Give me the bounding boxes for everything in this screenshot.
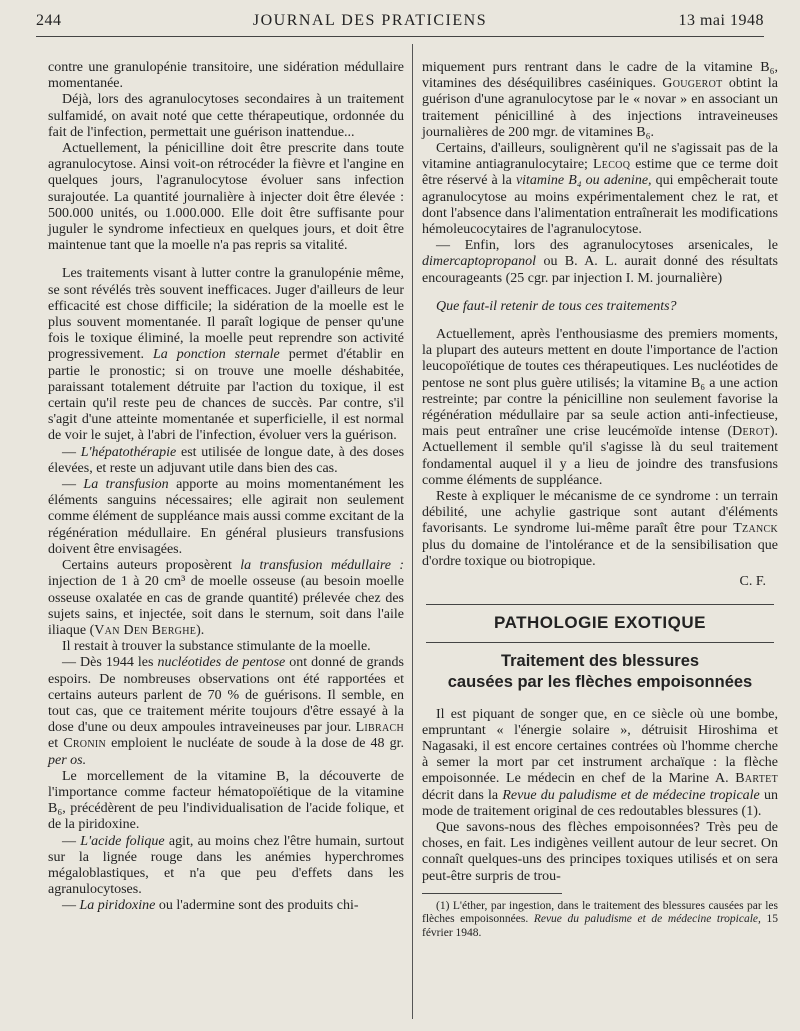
italic-term: La ponction sternale — [152, 347, 280, 363]
author-name: Bartet — [735, 771, 779, 787]
italic-term: L'hépatothérapie — [80, 444, 177, 460]
paragraph: Reste à expliquer le mécanisme de ce syndrome : un terrain débilité, une achylie gastrique sont autant d'éléments favorisants. Le syndrome lui-même paraît être pour Tzanck plus du domaine de l'intolérance et de la sensibilisation que d'ordre toxique ou biotropique. — [422, 489, 778, 569]
footnote-rule — [422, 893, 562, 894]
page-number: 244 — [36, 12, 62, 29]
paragraph: Les traitements visant à lutter contre la granulopénie même, se sont révélés très souvent inefficaces. Juger d'ailleurs de leur efficacité est chose difficile; la sidération de la moelle est le plus souvent momentanée. Il paraît logique de penser qu'une fois le toxique éliminé, la moelle peut reprendre son activité progressivement. La ponction sternale permet d'établir en partie le pronostic; si on trouve une moelle déshabitée, paraissant totalement détruite par l'action du toxique, il est certain qu'il reste peu de chances de succès. Par contre, s'il s'agit d'une atteinte momentanée et superficielle, il est normal de voir le sujet, à l'abri de l'infection, évoluer vers la guérison. — [48, 266, 404, 444]
paragraph: Le morcellement de la vitamine B, la découverte de l'importance comme facteur hématopoïétique de la vitamine B₆, précédèrent de peu l'individualisation de l'acide folique, et de la piridoxine. — [48, 768, 404, 833]
paragraph: — Enfin, lors des agranulocytoses arsenicales, le dimercaptopropanol ou B. A. L. aurait donné des résultats encourageants (25 cgr. par injection I. M. journalière) — [422, 238, 778, 286]
paragraph: — L'acide folique agit, au moins chez l'être humain, surtout sur la lignée rouge dans les anémies hyperchromes mégaloblastiques, et n'a que peu d'effets dans les agranulocytoses. — [48, 833, 404, 898]
italic-term: La piridoxine — [79, 898, 156, 914]
section-divider — [426, 642, 774, 643]
author-name: Derot — [732, 424, 770, 440]
footnote: (1) L'éther, par ingestion, dans le traitement des blessures causées par les flèches empoisonnées. Revue du paludisme et de médecine tropicale, 15 février 1948. — [422, 899, 779, 939]
paragraph: Actuellement, la pénicilline doit être prescrite dans toute agranulocytose. Ainsi voit-on rétrocéder la fièvre et l'angine en quelques jours, l'agranulocytose évoluer sans infection surajoutée. La quantité journalière à injecter doit être élevée : 500.000 unités, ou 1.000.000. Elle doit être suffisante pour juguler le syndrome infectieux en quelques jours, et doit être maintenue tant que la moelle n'a pas repris sa vitalité. — [48, 141, 404, 254]
italic-term: Revue du paludisme et de médecine tropicale — [502, 787, 760, 803]
paragraph: — La piridoxine ou l'adermine sont des produits chi- — [62, 898, 359, 914]
left-column — [48, 60, 404, 915]
article-title: Traitement des blessures causées par les flèches empoisonnées — [447, 651, 753, 691]
italic-term: La transfusion — [83, 477, 169, 493]
author-name: Lecoq — [592, 157, 631, 173]
journal-title: JOURNAL DES PRATICIENS — [252, 12, 488, 29]
page-header — [36, 12, 764, 34]
paragraph: — Dès 1944 les nucléotides de pentose ont donné de grands espoirs. De nombreuses observations ont été rapportées et certains auteurs parlent de 70 % de guérisons. Il semble, en tout cas, que ce traitement mérite toujours d'être essayé à la dose d'une ou deux ampoules intraveineuses par jour. Librach et Cronin emploient le nucléate de soude à la dose de 48 gr. per os. — [48, 655, 405, 768]
italic-term: dimercaptopropanol — [422, 254, 537, 270]
italic-term: la transfusion médullaire : — [240, 558, 405, 574]
italic-term: per os. — [48, 752, 87, 768]
paragraph: Actuellement, après l'enthousiasme des premiers moments, la plupart des auteurs mettent en doute l'importance de l'action leucopoïétique de toutes ces thérapeutiques. Les nucléotides de pentose ne sont plus guère utilisés; la vitamine B₆ a une action restreinte; par contre la pénicilline non seulement favorise la régénération médullaire par sa seule action anti-infectieuse, mais peut entraîner une crise leucémoïde intense (Derot). Actuellement il semble qu'il s'agisse là du seul traitement fondamental auquel il y a lieu de joindre des transfusions comme éléments de suppléance. — [422, 327, 778, 488]
author-name: Tzanck — [733, 521, 778, 537]
section-title: PATHOLOGIE EXOTIQUE — [494, 613, 706, 633]
paragraph: Certains, d'ailleurs, soulignèrent qu'il ne s'agissait pas de la vitamine antiagranulocytaire; Lecoq estime que ce terme doit être réservé à la vitamine B₄ ou adenine, qui empêcherait toute agranulocytose au moins expérimentalement chez le rat, et dont l'absence dans l'alimentation entraînerait les modifications hémoleucocytaires de l'agranulocytose. — [422, 141, 779, 238]
author-name: Gougerot — [662, 76, 723, 92]
subheading: Que faut-il retenir de tous ces traitements? — [436, 298, 677, 314]
section-divider — [426, 604, 774, 605]
author-name: Librach — [355, 720, 404, 736]
paragraph: miquement purs rentrant dans le cadre de la vitamine B₆, vitamines des déséquilibres caséiniques. Gougerot obtint la guérison d'une agranulocytose par le « novar » en associant un traitement pénicilliné à des injections intraveineuses journalières de 200 mgr. de vitamines B₆. — [422, 60, 779, 140]
paragraph: — La transfusion apporte au moins momentanément les éléments sanguins nécessaires; elle agirait non seulement comme élément de suppléance mais aussi comme excitant de la régénération médullaire. En général plusieurs transfusions doivent être envisagées. — [48, 477, 404, 557]
italic-term: nucléotides de pentose — [157, 655, 286, 671]
italic-term: L'acide folique — [80, 833, 165, 849]
italic-term: vitamine B₄ ou adenine, — [515, 173, 652, 189]
signature: C. F. — [739, 574, 766, 590]
paragraph: contre une granulopénie transitoire, une sidération médullaire momentanée. — [48, 60, 404, 92]
author-name: Van Den Berghe — [94, 622, 197, 638]
column-divider — [412, 44, 413, 1019]
paragraph: Que savons-nous des flèches empoisonnées? Très peu de choses, en fait. Les indigènes veillent autour de leur secret. On connaît quelques-uns des principes toxiques utilisés et on sera peut-être surpris de trou- — [422, 819, 778, 884]
paragraph: Déjà, lors des agranulocytoses secondaires à un traitement sulfamidé, on avait noté que cette thérapeutique, ordonnée du fait de l'infection, permettait une guérison inattendue... — [48, 92, 404, 140]
paragraph: — L'hépatothérapie est utilisée de longue date, à des doses élevées, et reste un adjuvant utile dans bien des cas. — [48, 444, 405, 476]
paragraph: Certains auteurs proposèrent la transfusion médullaire : injection de 1 à 20 cm³ de moelle osseuse (au besoin moelle osseuse oxalatée en cas de grande quantité) prélevée chez des sujets sains, et injectée, soit dans le sternum, soit dans l'aile iliaque (Van Den Berghe). — [48, 558, 405, 638]
right-column — [422, 60, 778, 940]
paragraph: Il est piquant de songer que, en ce siècle où une bombe, empruntant « l'énergie solaire », détruisit Hiroshima et Nagasaki, il est encore certaines contrées où l'homme cherche à semer la mort par cet instrument archaïque : la flèche empoisonnée. Le médecin en chef de la Marine A. Bartet décrit dans la Revue du paludisme et de médecine tropicale un mode de traitement original de ces redoutables blessures (1). — [422, 706, 779, 819]
paragraph: Il restait à trouver la substance stimulante de la moelle. — [62, 639, 371, 655]
header-rule — [36, 36, 764, 37]
issue-date: 13 mai 1948 — [678, 12, 764, 29]
author-name: Cronin — [63, 736, 106, 752]
